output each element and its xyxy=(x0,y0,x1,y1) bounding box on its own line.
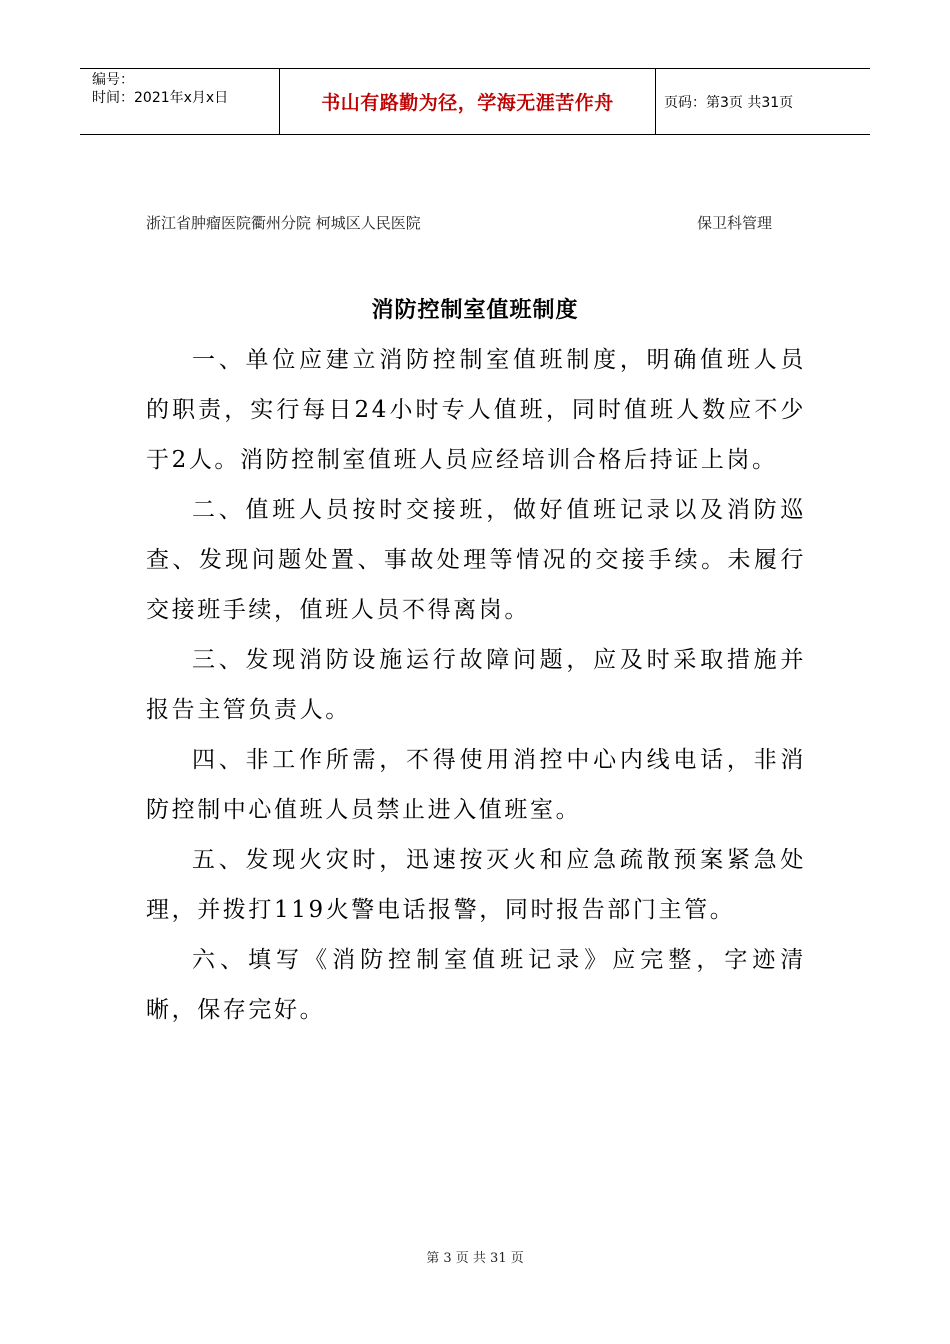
paragraph-4: 四、非工作所需，不得使用消控中心内线电话，非消防控制中心值班人员禁止进入值班室。 xyxy=(146,747,806,823)
header-table xyxy=(80,68,870,135)
department-name: 保卫科管理 xyxy=(697,214,773,232)
paragraph-5: 五、发现火灾时，迅速按灭火和应急疏散预案紧急处理，并拨打119火警电话报警，同时报告部门主管。 xyxy=(146,847,806,923)
header-page-info: 页码：第3页 共31页 xyxy=(664,94,794,111)
paragraph-6: 六、填写《消防控制室值班记录》应完整，字迹清晰，保存完好。 xyxy=(146,947,806,1023)
document-title: 消防控制室值班制度 xyxy=(371,297,579,323)
document-number-label: 编号： xyxy=(92,72,134,88)
document-time-label: 时间：2021年x月x日 xyxy=(92,90,229,106)
page-footer: 第 3 页 共 31 页 xyxy=(426,1251,524,1266)
hospital-name: 浙江省肿瘤医院衢州分院 柯城区人民医院 xyxy=(146,214,421,232)
paragraph-2: 二、值班人员按时交接班，做好值班记录以及消防巡查、发现问题处置、事故处理等情况的交接手续。未履行交接班手续，值班人员不得离岗。 xyxy=(146,497,806,623)
header-meta-cell xyxy=(80,69,280,134)
document-body xyxy=(146,335,806,1035)
paragraph-1: 一、单位应建立消防控制室值班制度，明确值班人员的职责，实行每日24小时专人值班，同时值班人数应不少于2人。消防控制室值班人员应经培训合格后持证上岗。 xyxy=(146,347,806,473)
header-motto: 书山有路勤为径，学海无涯苦作舟 xyxy=(280,69,656,134)
paragraph-3: 三、发现消防设施运行故障问题，应及时采取措施并报告主管负责人。 xyxy=(146,647,806,723)
